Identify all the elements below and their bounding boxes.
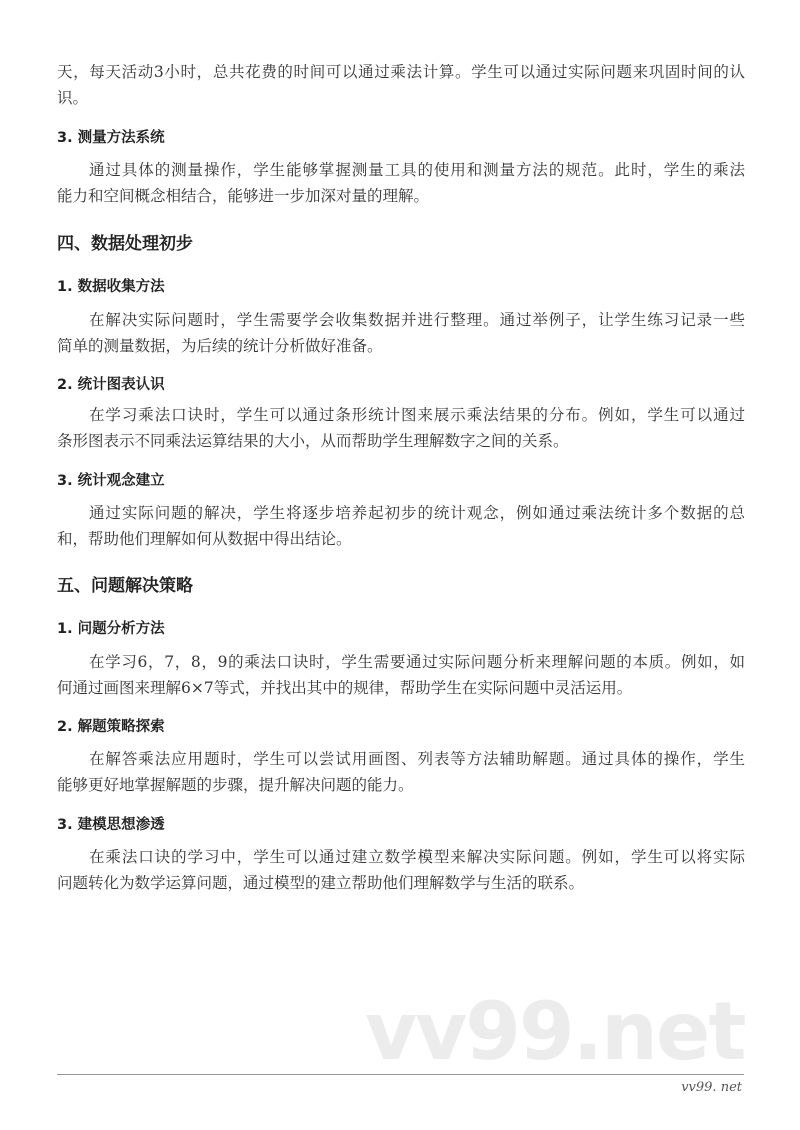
paragraph-line: 问题转化为数学运算问题，通过模型的建立帮助他们理解数学与生活的联系。 xyxy=(57,874,585,892)
paragraph-line: 能力和空间概念相结合，能够进一步加深对量的理解。 xyxy=(57,187,430,205)
watermark: vv99.net xyxy=(365,985,745,1078)
paragraph-line: 能够更好地掌握解题的步骤，提升解决问题的能力。 xyxy=(57,776,414,794)
intro-paragraph xyxy=(57,59,745,111)
footer-site: vv99. net xyxy=(681,1080,742,1095)
paragraph xyxy=(57,157,745,209)
paragraph-line: 条形图表示不同乘法运算结果的大小，从而帮助学生理解数字之间的关系。 xyxy=(57,432,569,450)
paragraph-line: 识。 xyxy=(57,89,89,107)
subheading: 3. 建模思想渗透 xyxy=(57,817,165,833)
section-title: 五、问题解决策略 xyxy=(57,576,193,596)
footer-divider xyxy=(57,1074,744,1075)
paragraph xyxy=(57,746,745,798)
paragraph-line: 和，帮助他们理解如何从数据中得出结论。 xyxy=(57,530,352,548)
subheading: 1. 问题分析方法 xyxy=(57,621,165,637)
paragraph xyxy=(57,307,745,359)
subheading: 2. 解题策略探索 xyxy=(57,719,165,735)
paragraph-line: 天，每天活动3小时，总共花费的时间可以通过乘法计算。学生可以通过实际问题来巩固时间的认 xyxy=(57,63,745,81)
paragraph xyxy=(57,500,745,552)
paragraph-line: 通过具体的测量操作，学生能够掌握测量工具的使用和测量方法的规范。此时，学生的乘法 xyxy=(89,161,745,179)
subheading: 3. 统计观念建立 xyxy=(57,473,165,489)
paragraph xyxy=(57,844,745,896)
paragraph-line: 简单的测量数据，为后续的统计分析做好准备。 xyxy=(57,337,383,355)
subheading: 3. 测量方法系统 xyxy=(57,130,165,146)
paragraph xyxy=(57,649,745,701)
section-title: 四、数据处理初步 xyxy=(57,234,193,254)
paragraph xyxy=(57,402,745,454)
paragraph-line: 在学习6，7，8，9的乘法口诀时，学生需要通过实际问题分析来理解问题的本质。例如，如 xyxy=(89,653,745,671)
paragraph-line: 何通过画图来理解6×7等式，并找出其中的规律，帮助学生在实际问题中灵活运用。 xyxy=(57,679,633,697)
subheading: 1. 数据收集方法 xyxy=(57,279,165,295)
paragraph-line: 通过实际问题的解决，学生将逐步培养起初步的统计观念，例如通过乘法统计多个数据的总 xyxy=(89,504,745,522)
paragraph-line: 在解决实际问题时，学生需要学会收集数据并进行整理。通过举例子，让学生练习记录一些 xyxy=(89,311,745,329)
paragraph-line: 在学习乘法口诀时，学生可以通过条形统计图来展示乘法结果的分布。例如，学生可以通过 xyxy=(89,406,745,424)
subheading: 2. 统计图表认识 xyxy=(57,377,165,393)
paragraph-line: 在解答乘法应用题时，学生可以尝试用画图、列表等方法辅助解题。通过具体的操作，学生 xyxy=(89,750,745,768)
paragraph-line: 在乘法口诀的学习中，学生可以通过建立数学模型来解决实际问题。例如，学生可以将实际 xyxy=(89,848,745,866)
